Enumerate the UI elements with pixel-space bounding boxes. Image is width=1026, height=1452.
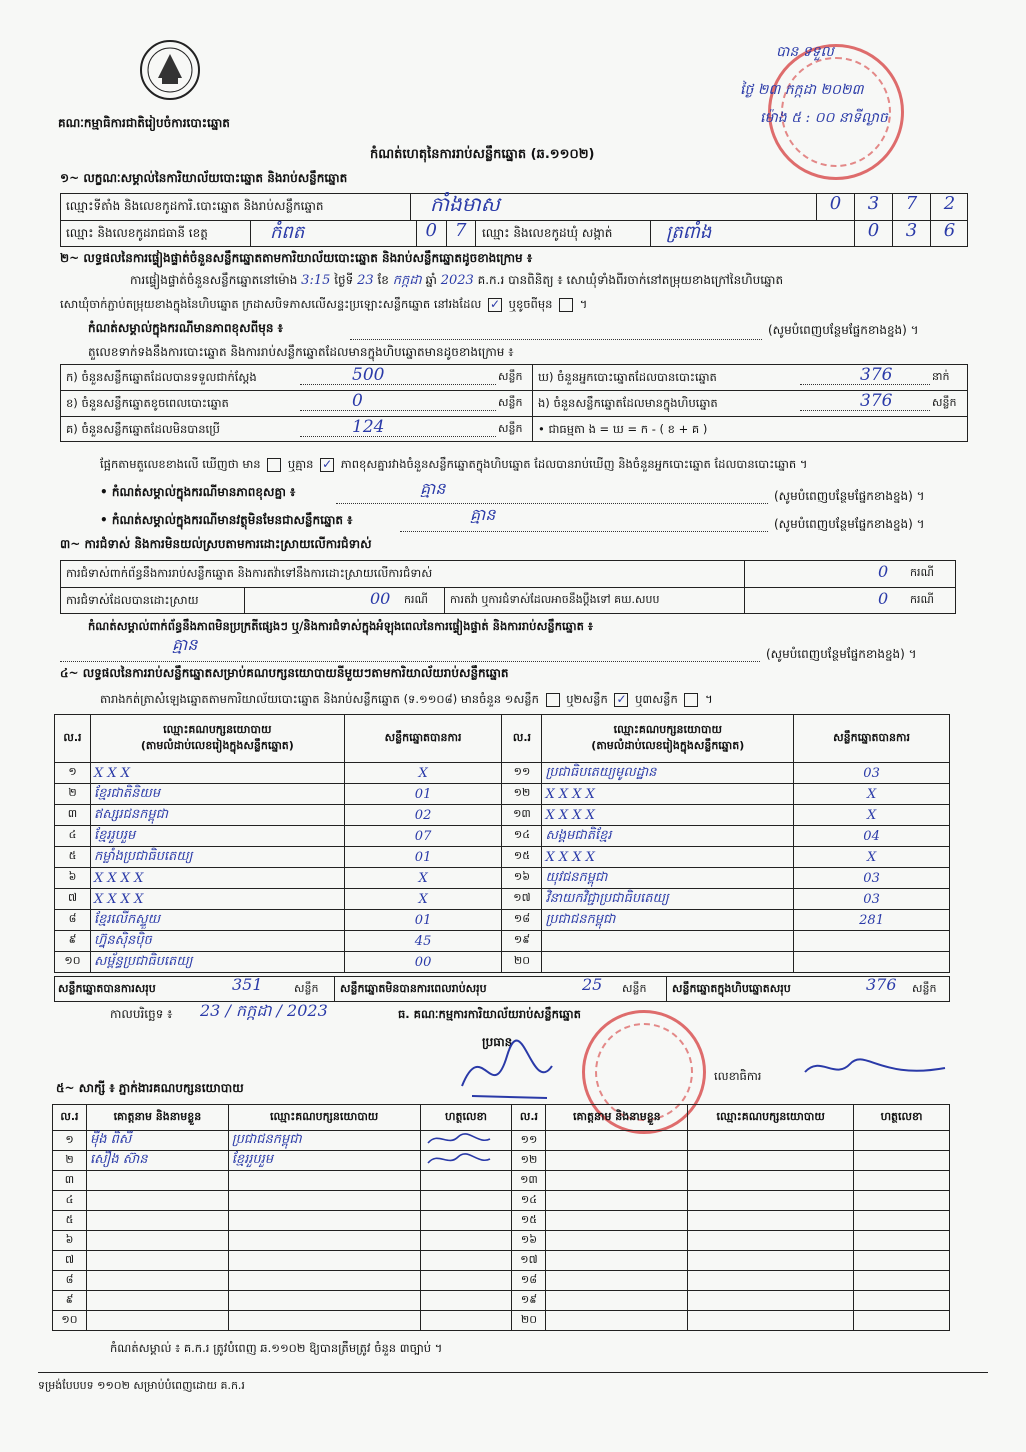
- witness-signature: [420, 1271, 512, 1291]
- witness-signature: [420, 1311, 512, 1331]
- witness-name: [546, 1231, 688, 1251]
- irregularity-note-label: កំណត់សម្គាល់ពាក់ព័ន្ធនឹងភាពមិនប្រក្រតីផ្សេងៗ ឬ/និងការជំទាស់ក្នុងអំឡុងពេលនៃការផ្ទៀងផ្ទាត់ និងការរាប់សន្លឹកឆ្នោត ៖: [88, 619, 593, 633]
- verification-time-sentence: ការផ្ទៀងផ្ទាត់ចំនួនសន្លឹកឆ្នោតនៅម៉ោង 3:15 ថ្ងៃទី 23 ខែ កក្កដា ឆ្នាំ 2023 គ.ក.រ បានពិនិត្យ ៖ សោឃុំទាំងពីរចាក់នៅតម្រុយខាងក្រៅនៃហិបឆ្នោត: [130, 273, 784, 288]
- figure-value: 124: [352, 417, 385, 437]
- commune-label: ឈ្មោះ និងលេខកូដឃុំ សង្កាត់: [482, 226, 613, 240]
- witness-party: [688, 1251, 854, 1271]
- witness-signature: [420, 1171, 512, 1191]
- witness-party: [228, 1291, 420, 1311]
- one-sheet-checkbox[interactable]: [546, 693, 560, 707]
- section3-heading: ៣~ ការជំទាស់ និងការមិនយល់ស្របតាមការដោះស្រាយលើការជំទាស់: [60, 537, 372, 551]
- party-votes: X: [344, 763, 502, 784]
- commune-name: ត្រពាំង: [666, 222, 712, 243]
- foreign-object-value: គ្មាន: [470, 505, 496, 524]
- received-note-line1: បាន ទទួល: [776, 44, 834, 60]
- table-row: [55, 784, 950, 805]
- row-number: ១: [53, 1131, 87, 1151]
- witness-name: [546, 1311, 688, 1331]
- no-difference-checkbox[interactable]: [320, 458, 334, 472]
- witness-name: [86, 1251, 228, 1271]
- section2-heading: ២~ លទ្ធផលនៃការផ្ទៀងផ្ទាត់ចំនួនសន្លឹកឆ្នោតតាមការិយាល័យបោះឆ្នោត និងរាប់សន្លឹកឆ្នោតដូចខាងក្រោម ៖: [60, 251, 533, 265]
- row-number: ១៣: [502, 805, 542, 826]
- witness-name: [86, 1171, 228, 1191]
- witness-party: [688, 1191, 854, 1211]
- witness-name: សឿង ស៊ាន: [86, 1151, 228, 1171]
- figure-unit: នាក់: [932, 370, 950, 383]
- table-row: [55, 826, 950, 847]
- party-name: [542, 931, 794, 952]
- party-name: [542, 952, 794, 973]
- objections-count: 0: [878, 562, 889, 581]
- province-code: 0 7: [416, 220, 476, 247]
- row-number: ៧: [55, 889, 91, 910]
- witness-name: [546, 1251, 688, 1271]
- figure-label: គ) ចំនួនសន្លឹកឆ្នោតដែលមិនបានប្រើ: [66, 422, 220, 436]
- witness-name: [546, 1271, 688, 1291]
- verification-time: 3:15: [301, 273, 331, 288]
- party-votes: 01: [344, 910, 502, 931]
- table-row: [55, 763, 950, 784]
- seal-check-sentence: សោឃុំចាក់ភ្ជាប់តម្រុយខាងក្នុងនៃហិបឆ្នោត ក្រដាសបិទភាសលើសន្ទះប្រឡោះសន្លឹកឆ្នោត នៅរងដែល ✓ ឬខូចពីមុន ។: [60, 296, 960, 312]
- party-name: សង្គមជាតិខ្មែរ: [542, 826, 794, 847]
- party-name: កម្លាំងប្រជាធិបតេយ្យ: [90, 847, 344, 868]
- party-name: X X X X: [542, 847, 794, 868]
- row-number: ៥: [55, 847, 91, 868]
- witness-party: [228, 1251, 420, 1271]
- row-number: ១៣: [512, 1171, 546, 1191]
- form-code-footer: ទម្រង់បែបបទ ១១០២ សម្រាប់បំពេញដោយ គ.ក.រ: [38, 1379, 245, 1392]
- table-row: [55, 889, 950, 910]
- witness-signature: [854, 1191, 950, 1211]
- witness-party: [228, 1191, 420, 1211]
- polling-station-label: ឈ្មោះទីតាំង និងលេខកូដការិ.បោះឆ្នោត និងរាប់សន្លឹកឆ្នោត: [66, 199, 324, 213]
- row-number: ៥: [53, 1211, 87, 1231]
- witness-signature: [420, 1191, 512, 1211]
- row-number: ៨: [53, 1271, 87, 1291]
- row-number: ១០: [55, 952, 91, 973]
- witness-name: [86, 1211, 228, 1231]
- witness-signature: [854, 1171, 950, 1191]
- table-row: [55, 868, 950, 889]
- party-name: ប្រជាជនកម្ពុជា: [542, 910, 794, 931]
- diff-remark-value: គ្មាន: [420, 479, 446, 498]
- verification-year: 2023: [440, 273, 474, 288]
- figure-value: 500: [352, 365, 385, 385]
- table-row: [55, 910, 950, 931]
- row-number: ២: [55, 784, 91, 805]
- seal-damaged-checkbox[interactable]: [559, 298, 573, 312]
- party-name: X X X: [90, 763, 344, 784]
- has-difference-checkbox[interactable]: [267, 458, 281, 472]
- row-number: ៧: [53, 1251, 87, 1271]
- tally-sheet-count-sentence: តារាងកត់ត្រាសំឡេងឆ្នោតតាមការិយាល័យបោះឆ្នោត និងរាប់សន្លឹកឆ្នោត (ទ.១១០៨) មានចំនួន ១សន្លឹក ឬ២សន្លឹក ✓ ឬ៣សន្លឹក ។: [100, 691, 713, 707]
- witness-name: [86, 1191, 228, 1211]
- witness-signature: [420, 1251, 512, 1271]
- witness-signature: [854, 1231, 950, 1251]
- province-name: កំពត: [270, 222, 305, 243]
- two-sheets-checkbox[interactable]: [614, 693, 628, 707]
- witness-name: [86, 1271, 228, 1291]
- party-votes: X: [794, 784, 950, 805]
- row-number: ១៩: [502, 931, 542, 952]
- party-votes: 45: [344, 931, 502, 952]
- witness-party: ប្រជាជនកម្ពុជា: [228, 1131, 420, 1151]
- witness-party: [688, 1231, 854, 1251]
- figures-intro: តួលេខទាក់ទងនឹងការបោះឆ្នោត និងការរាប់សន្លឹកឆ្នោតដែលមានក្នុងហិបឆ្នោតមានដូចខាងក្រោម ៖: [88, 345, 514, 359]
- figure-label: ឃ) ចំនួនអ្នកបោះឆ្នោតដែលបានបោះឆ្នោត: [538, 370, 717, 384]
- figure-value: 0: [352, 391, 363, 411]
- party-votes: 03: [794, 868, 950, 889]
- figure-label: ង) ចំនួនសន្លឹកឆ្នោតដែលមានក្នុងហិបឆ្នោត: [538, 396, 718, 410]
- chair-label: ប្រធាន: [482, 1035, 513, 1049]
- party-name: វិនាយកវិជ្ជាប្រជាធិបតេយ្យ: [542, 889, 794, 910]
- witness-party: [688, 1151, 854, 1171]
- table-row: [55, 805, 950, 826]
- row-number: ១៨: [502, 910, 542, 931]
- witness-name: [86, 1311, 228, 1331]
- witness-party: [228, 1211, 420, 1231]
- row-number: ១៦: [502, 868, 542, 889]
- valid-ballots-total: 351: [232, 975, 263, 994]
- figure-unit: សន្លឹក: [498, 422, 523, 435]
- row-number: ៣: [55, 805, 91, 826]
- party-votes: [794, 931, 950, 952]
- received-note-line2: ថ្ងៃ ២៣ កក្កដា ២០២៣: [740, 82, 864, 98]
- party-votes: X: [344, 868, 502, 889]
- party-votes: 281: [794, 910, 950, 931]
- table-row: [53, 1131, 950, 1151]
- party-votes: 03: [794, 763, 950, 784]
- ballot-box-total: 376: [866, 975, 897, 994]
- verification-month: កក្កដា: [392, 273, 422, 288]
- figure-value: 376: [860, 391, 893, 411]
- row-number: ៤: [55, 826, 91, 847]
- row-number: ១៥: [502, 847, 542, 868]
- witness-party: [688, 1311, 854, 1331]
- witness-party: [228, 1231, 420, 1251]
- witness-party: [688, 1211, 854, 1231]
- row-number: ២: [53, 1151, 87, 1171]
- figure-label: ខ) ចំនួនសន្លឹកឆ្នោតខូចពេលបោះឆ្នោត: [66, 396, 229, 410]
- witness-name: [546, 1131, 688, 1151]
- figure-label: ក) ចំនួនសន្លឹកឆ្នោតដែលបានទទួលជាក់ស្ដែង: [66, 370, 257, 384]
- row-number: ១៥: [512, 1211, 546, 1231]
- table-row: [53, 1211, 950, 1231]
- row-number: ១៧: [502, 889, 542, 910]
- row-number: ១០: [53, 1311, 87, 1331]
- party-name: សម្ព័ន្ធប្រជាធិបតេយ្យ: [90, 952, 344, 973]
- party-name: X X X X: [542, 784, 794, 805]
- figure-unit: សន្លឹក: [932, 396, 957, 409]
- appeal-count: 0: [878, 589, 889, 608]
- irregularity-note-value: គ្មាន: [172, 635, 198, 654]
- difference-check-sentence: ផ្អែកតាមតួលេខខាងលើ ឃើញថា មាន ឬគ្មាន ✓ ភាពខុសគ្នារវាងចំនួនសន្លឹកឆ្នោតក្នុងហិបឆ្នោត ដែលបានរាប់ឃើញ និងចំនួនអ្នកបោះឆ្នោត ដែលបានបោះឆ្នោត ។: [100, 456, 807, 472]
- table-row: [55, 952, 950, 973]
- row-number: ៣: [53, 1171, 87, 1191]
- witness-party: ខ្មែររួបរួម: [228, 1151, 420, 1171]
- party-votes: X: [794, 847, 950, 868]
- org-name: គណៈកម្មាធិការជាតិរៀបចំការបោះឆ្នោត: [58, 116, 230, 130]
- party-name: ខ្មែររួបរួម: [90, 826, 344, 847]
- row-number: ៩: [55, 931, 91, 952]
- witness-name: [546, 1171, 688, 1191]
- section4-heading: ៤~ លទ្ធផលនៃការរាប់សន្លឹកឆ្នោតសម្រាប់គណបក្សនយោបាយនីមួយៗតាមការិយាល័យរាប់សន្លឹកឆ្នោត: [60, 666, 509, 680]
- committee-label: ធ. គណៈកម្មការការិយាល័យរាប់សន្លឹកឆ្នោត: [398, 1007, 581, 1021]
- witness-party: [228, 1311, 420, 1331]
- row-number: ២០: [512, 1311, 546, 1331]
- verification-day: 23: [357, 273, 374, 288]
- table-row: [53, 1191, 950, 1211]
- footer-note: កំណត់សម្គាល់ ៖ គ.ក.រ ត្រូវបំពេញ ឆ.១១០២ ឱ្យបានត្រឹមត្រូវ ចំនួន ៣ច្បាប់ ។: [110, 1341, 443, 1355]
- resolved-objections-count: 00: [370, 589, 391, 608]
- row-number: ១២: [512, 1151, 546, 1171]
- party-votes: X: [344, 889, 502, 910]
- table-row: [53, 1251, 950, 1271]
- witness-name: [546, 1291, 688, 1311]
- witness-name: [546, 1211, 688, 1231]
- witness-signature: [854, 1251, 950, 1271]
- totals-row: [54, 976, 950, 1002]
- party-name: ខ្មែរជាតិនិយម: [90, 784, 344, 805]
- figure-unit: សន្លឹក: [498, 370, 523, 383]
- row-number: ១៤: [512, 1191, 546, 1211]
- row-number: ១៦: [512, 1231, 546, 1251]
- witness-party: [228, 1171, 420, 1191]
- figure-value: 376: [860, 365, 893, 385]
- witness-signature: [854, 1271, 950, 1291]
- party-votes: 00: [344, 952, 502, 973]
- party-name: ឥស្សរជនកម្ពុជា: [90, 805, 344, 826]
- nec-logo-emblem: [138, 38, 202, 102]
- party-votes: 04: [794, 826, 950, 847]
- row-number: ៨: [55, 910, 91, 931]
- party-name: ហ្វ៊ុនស៊ិនប៉ិច: [90, 931, 344, 952]
- witness-party: [228, 1271, 420, 1291]
- party-name: ប្រជាធិបតេយ្យមូលដ្ឋាន: [542, 763, 794, 784]
- witness-signature: [854, 1151, 950, 1171]
- row-number: ១១: [512, 1131, 546, 1151]
- witness-signature: [420, 1291, 512, 1311]
- row-number: ១២: [502, 784, 542, 805]
- row-number: ១៧: [512, 1251, 546, 1271]
- diff-note-label: កំណត់សម្គាល់ក្នុងករណីមានភាពខុសពីមុន ៖: [88, 321, 283, 335]
- polling-station-name: កាំងមាស: [430, 192, 500, 216]
- secretary-signature: [800, 1050, 950, 1086]
- witness-name: [86, 1291, 228, 1311]
- witness-signature: [420, 1151, 512, 1171]
- commune-code: 0 3 6: [854, 220, 968, 247]
- table-row: [53, 1291, 950, 1311]
- witness-party: [688, 1271, 854, 1291]
- section5-heading: ៥~ សាក្សី ៖ ភ្នាក់ងារគណបក្សនយោបាយ: [56, 1081, 244, 1095]
- party-name: X X X X: [542, 805, 794, 826]
- row-number: ៤: [53, 1191, 87, 1211]
- table-row: [55, 847, 950, 868]
- witness-party: [688, 1131, 854, 1151]
- document-page: គណៈកម្មាធិការជាតិរៀបចំការបោះឆ្នោត បាន ទទួល ថ្ងៃ ២៣ កក្កដា ២០២៣ ម៉ោង ៥ : ០០ នាទីល្ងាច កំណត់ហេតុនៃការរាប់សន្លឹកឆ្នោត (ឆ.១១០២) ១~ លក្ខណៈសម្គាល់នៃការិយាល័យបោះឆ្នោត និងរាប់សន្លឹកឆ្នោត ឈ្មោះទីតាំង និងលេខកូដការិ.បោះឆ្នោត និងរាប់សន្លឹកឆ្នោត កាំងមាស 0 3 7 2 ឈ្មោះ និងលេខកូដរាជធានី ខេត្ត កំពត 0 7 ឈ្មោះ និងលេខកូដឃុំ សង្កាត់ ត្រពាំង 0 3 6 ២~ លទ្ធផលនៃការផ្ទៀងផ្ទាត់ចំនួនសន្លឹកឆ្នោតតាមការិយាល័យបោះឆ្នោត និងរាប់សន្លឹកឆ្នោតដូចខាងក្រោម ៖ ការផ្ទៀងផ្ទាត់ចំនួនសន្លឹកឆ្នោតនៅម៉ោង 3:15 ថ្ងៃទី 23 ខែ កក្កដា ឆ្នាំ 2023 គ.ក.រ បានពិនិត្យ ៖ សោឃុំទាំងពីរចាក់នៅតម្រុយខាងក្រៅនៃហិបឆ្នោត សោឃុំចាក់ភ្ជាប់តម្រុយខាងក្នុងនៃហិបឆ្នោត ក្រដាសបិទភាសលើសន្ទះប្រឡោះសន្លឹកឆ្នោត នៅរងដែល ✓ ឬខូចពីមុន ។ កំណត់សម្គាល់ក្នុងករណីមានភាពខុសពីមុន ៖ (សូមបំពេញបន្ថែមផ្នែកខាងខ្នង) ។ តួលេខទាក់ទងនឹងការបោះឆ្នោត និងការរាប់សន្លឹកឆ្នោតដែលមានក្នុងហិបឆ្នោតមានដូចខាងក្រោម ៖ ក) ចំនួនសន្លឹកឆ្នោតដែលបានទទួលជាក់ស្ដែង 500 សន្លឹក ខ) ចំនួនសន្លឹកឆ្នោតខូចពេលបោះឆ្នោត 0 សន្លឹក គ) ចំនួនសន្លឹកឆ្នោតដែលមិនបានប្រើ 124 សន្លឹក ឃ) ចំនួនអ្នកបោះឆ្នោតដែលបានបោះឆ្នោត 376 នាក់ ង) ចំនួនសន្លឹកឆ្នោតដែលមានក្នុងហិបឆ្នោត 376 សន្លឹក • ជាធម្មតា ង = ឃ = ក - ( ខ + គ ) ផ្អែកតាមតួលេខខាងលើ ឃើញថា មាន ឬគ្មាន ✓ ភាពខុសគ្នារវាងចំនួនសន្លឹកឆ្នោតក្នុងហិបឆ្នោត ដែលបានរាប់ឃើញ និងចំនួនអ្នកបោះឆ្នោត ដែលបានបោះឆ្នោត ។ • កំណត់សម្គាល់ក្នុងករណីមានភាពខុសគ្នា ៖ គ្មាន (សូមបំពេញបន្ថែមផ្នែកខាងខ្នង) ។ • កំណត់សម្គាល់ក្នុងករណីមានវត្ថុមិនមែនជាសន្លឹកឆ្នោត ៖ គ្មាន (សូមបំពេញបន្ថែមផ្នែកខាងខ្នង) ។ ៣~ ការជំទាស់ និងការមិនយល់ស្របតាមការដោះស្រាយលើការជំទាស់ ការជំទាស់ពាក់ព័ន្ធនឹងការរាប់សន្លឹកឆ្នោត និងការតវ៉ាទៅនឹងការដោះស្រាយលើការជំទាស់ 0 ករណី ការជំទាស់ដែលបានដោះស្រាយ 00 ករណី ការតវ៉ា ឬការជំទាស់ដែលអាចនឹងប្ដឹងទៅ គឃ.សបប 0 ករណី កំណត់សម្គាល់ពាក់ព័ន្ធនឹងភាពមិនប្រក្រតីផ្សេងៗ ឬ/និងការជំទាស់ក្នុងអំឡុងពេលនៃការផ្ទៀងផ្ទាត់ និងការរាប់សន្លឹកឆ្នោត ៖ គ្មាន (សូមបំពេញបន្ថែមផ្នែកខាងខ្នង) ។ ៤~ លទ្ធផលនៃការរាប់សន្លឹកឆ្នោតសម្រាប់គណបក្សនយោបាយនីមួយៗតាមការិយាល័យរាប់សន្លឹកឆ្នោត តារាងកត់ត្រាសំឡេងឆ្នោតតាមការិយាល័យបោះឆ្នោត និងរាប់សន្លឹកឆ្នោត (ទ.១១០៨) មានចំនួន ១សន្លឹក ឬ២សន្លឹក ✓ ឬ៣សន្លឹក ។ ល.រ ឈ្មោះគណបក្សនយោបាយ (តាមលំដាប់លេខរៀងក្នុងសន្លឹកឆ្នោត) សន្លឹកឆ្នោតបានការ ល.រ ឈ្មោះគណបក្សនយោបាយ (តាមលំដាប់លេខរៀងក្នុងសន្លឹកឆ្នោត) សន្លឹកឆ្នោតបានការ ១ X X X X ១១ ប្រជាធិបតេយ្យមូលដ្ឋាន 03 ២ ខ្មែរជាតិនិយម 01 ១២ X X X X X ៣ ឥស្សរជនកម្ពុជា 02 ១៣ X X X X X ៤ ខ្មែររួបរួម 07 ១៤ សង្គមជាតិខ្មែរ 04 ៥ កម្លាំងប្រជាធិបតេយ្យ 01 ១៥ X X X X X ៦ X X X X X ១៦ យុវជនកម្ពុជា 03 ៧ X X X X X ១៧ វិនាយកវិជ្ជាប្រជាធិបតេយ្យ 03 ៨ ខ្មែរលើកស្ទួយ 01 ១៨ ប្រជាជនកម្ពុជា 281 ៩ ហ្វ៊ុនស៊ិនប៉ិច 45 ១៩ ១០ សម្ព័ន្ធប្រជាធិបតេយ្យ 00 ២០ សន្លឹកឆ្នោតបានការសរុប 351 សន្លឹក សន្លឹកឆ្នោតមិនបានការពេលរាប់សរុប 25 សន្លឹក សន្លឹកឆ្នោតក្នុងហិបឆ្នោតសរុប 376 សន្លឹក កាលបរិច្ឆេទ ៖ 23 / កក្កដា / 2023 ធ. គណៈកម្មការការិយាល័យរាប់សន្លឹកឆ្នោត ប្រធាន លេខាធិការ ៥~ សាក្សី ៖ ភ្នាក់ងារគណបក្សនយោបាយ ល.រ គោត្តនាម និងនាមខ្លួន ឈ្មោះគណបក្សនយោបាយ ហត្ថលេខា ល.រ គោត្តនាម និងនាមខ្លួន ឈ្មោះគណបក្សនយោបាយ ហត្ថលេខា ១ ម៉ឹង ពិសី ប្រជាជនកម្ពុជា ១១ ២ សឿង ស៊ាន ខ្មែររួបរួម ១២ ៣ ១៣ ៤ ១៤ ៥ ១៥ ៦ ១៦ ៧ ១៧ ៨ ១៨ ៩ ១៩ ១០ ២០ កំណត់សម្គាល់ ៖ គ.ក.រ ត្រូវបំពេញ ឆ.១១០២ ឱ្យបានត្រឹមត្រូវ ចំនួន ៣ច្បាប់ ។ ទម្រង់បែបបទ ១១០២ សម្រាប់បំពេញដោយ គ.ក.រ: [0, 0, 1026, 1452]
- row-number: ១: [55, 763, 91, 784]
- table-row: [53, 1231, 950, 1251]
- province-label: ឈ្មោះ និងលេខកូដរាជធានី ខេត្ត: [66, 226, 208, 240]
- witness-name: [86, 1231, 228, 1251]
- witness-signature: [854, 1311, 950, 1331]
- party-votes: 07: [344, 826, 502, 847]
- witness-signature: [854, 1131, 950, 1151]
- party-votes: X: [794, 805, 950, 826]
- polling-station-code: 0 3 7 2: [816, 193, 968, 220]
- witness-name: ម៉ឹង ពិសី: [86, 1131, 228, 1151]
- witness-table: ល.រ គោត្តនាម និងនាមខ្លួន ឈ្មោះគណបក្សនយោបាយ ហត្ថលេខា ល.រ គោត្តនាម និងនាមខ្លួន ឈ្មោះគណបក្សនយោបាយ ហត្ថលេខា ១ ម៉ឹង ពិសី ប្រជាជនកម្ពុជា ១១ ២ សឿង ស៊ាន ខ្មែររួបរួម ១២ ៣ ១៣ ៤ ១៤ ៥ ១៥ ៦ ១៦ ៧ ១៧ ៨ ១៨ ៩ ១៩ ១០ ២០: [52, 1104, 950, 1331]
- party-results-table: ល.រ ឈ្មោះគណបក្សនយោបាយ (តាមលំដាប់លេខរៀងក្នុងសន្លឹកឆ្នោត) សន្លឹកឆ្នោតបានការ ល.រ ឈ្មោះគណបក្សនយោបាយ (តាមលំដាប់លេខរៀងក្នុងសន្លឹកឆ្នោត) សន្លឹកឆ្នោតបានការ ១ X X X X ១១ ប្រជាធិបតេយ្យមូលដ្ឋាន 03 ២ ខ្មែរជាតិនិយម 01 ១២ X X X X X ៣ ឥស្សរជនកម្ពុជា 02 ១៣ X X X X X ៤ ខ្មែររួបរួម 07 ១៤ សង្គមជាតិខ្មែរ 04 ៥ កម្លាំងប្រជាធិបតេយ្យ 01 ១៥ X X X X X ៦ X X X X X ១៦ យុវជនកម្ពុជា 03 ៧ X X X X X ១៧ វិនាយកវិជ្ជាប្រជាធិបតេយ្យ 03 ៨ ខ្មែរលើកស្ទួយ 01 ១៨ ប្រជាជនកម្ពុជា 281 ៩ ហ្វ៊ុនស៊ិនប៉ិច 45 ១៩ ១០ សម្ព័ន្ធប្រជាធិបតេយ្យ 00 ២០: [54, 714, 950, 973]
- witness-signature: [854, 1211, 950, 1231]
- table-row: [53, 1271, 950, 1291]
- witness-party: [688, 1171, 854, 1191]
- party-name: X X X X: [90, 889, 344, 910]
- witness-signature: [420, 1211, 512, 1231]
- party-votes: [794, 952, 950, 973]
- diff-remark-label: • កំណត់សម្គាល់ក្នុងករណីមានភាពខុសគ្នា ៖: [100, 485, 296, 499]
- date-label: កាលបរិច្ឆេទ ៖: [110, 1007, 173, 1021]
- party-votes: 02: [344, 805, 502, 826]
- row-number: ៦: [53, 1231, 87, 1251]
- party-name: ខ្មែរលើកស្ទួយ: [90, 910, 344, 931]
- witness-signature: [854, 1291, 950, 1311]
- table-row: [53, 1151, 950, 1171]
- row-number: ១៩: [512, 1291, 546, 1311]
- party-votes: 03: [794, 889, 950, 910]
- party-votes: 01: [344, 784, 502, 805]
- witness-name: [546, 1191, 688, 1211]
- secretary-label: លេខាធិការ: [714, 1069, 762, 1083]
- row-number: ១១: [502, 763, 542, 784]
- row-number: ២០: [502, 952, 542, 973]
- table-row: [53, 1311, 950, 1331]
- witness-name: [546, 1151, 688, 1171]
- figure-unit: សន្លឹក: [498, 396, 523, 409]
- three-sheets-checkbox[interactable]: [684, 693, 698, 707]
- figure-label: • ជាធម្មតា ង = ឃ = ក - ( ខ + គ ): [538, 422, 708, 436]
- foreign-object-label: • កំណត់សម្គាល់ក្នុងករណីមានវត្ថុមិនមែនជាសន្លឹកឆ្នោត ៖: [100, 513, 353, 527]
- invalid-ballots-total: 25: [582, 975, 603, 994]
- party-name: X X X X: [90, 868, 344, 889]
- table-row: [55, 931, 950, 952]
- seal-intact-checkbox[interactable]: [488, 298, 502, 312]
- party-votes: 01: [344, 847, 502, 868]
- received-note-line3: ម៉ោង ៥ : ០០ នាទីល្ងាច: [760, 110, 888, 126]
- signing-date: 23 / កក្កដា / 2023: [200, 1001, 328, 1020]
- table-row: [53, 1171, 950, 1191]
- row-number: ៦: [55, 868, 91, 889]
- chair-signature: [452, 1036, 572, 1106]
- row-number: ៩: [53, 1291, 87, 1311]
- witness-signature: [420, 1231, 512, 1251]
- witness-party: [688, 1291, 854, 1311]
- row-number: ១៤: [502, 826, 542, 847]
- row-number: ១៨: [512, 1271, 546, 1291]
- party-name: យុវជនកម្ពុជា: [542, 868, 794, 889]
- witness-signature: [420, 1131, 512, 1151]
- section1-heading: ១~ លក្ខណៈសម្គាល់នៃការិយាល័យបោះឆ្នោត និងរាប់សន្លឹកឆ្នោត: [60, 171, 348, 185]
- document-title: កំណត់ហេតុនៃការរាប់សន្លឹកឆ្នោត (ឆ.១១០២): [370, 147, 595, 162]
